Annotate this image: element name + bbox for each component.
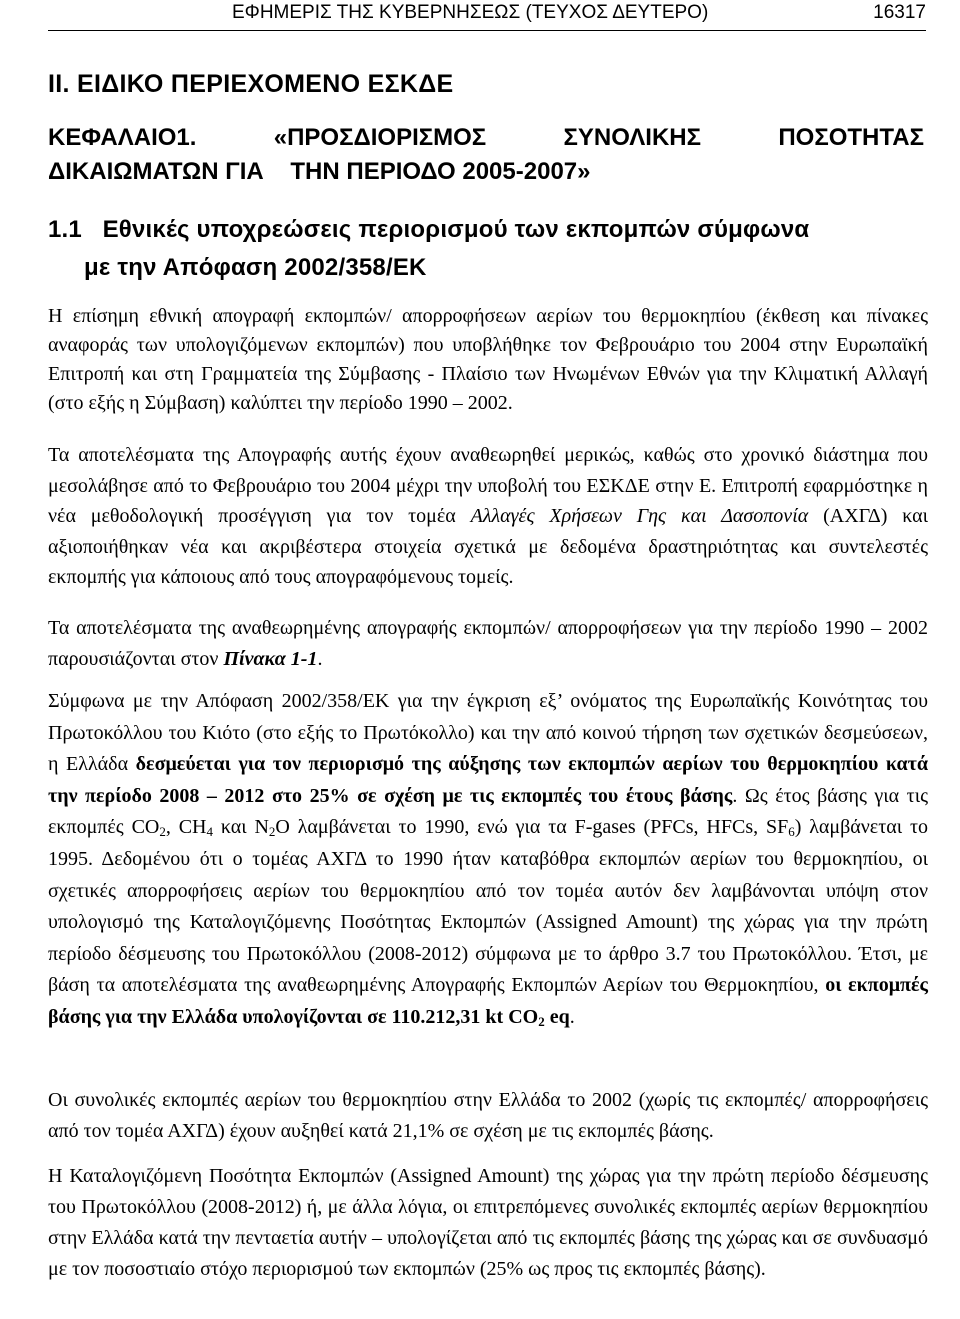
paragraph-3-text-a: Τα αποτελέσματα της αναθεωρημένης απογραφής εκπομπών/ απορροφήσεων για την περίοδο 1990 – 2002 παρουσιάζονται στον — [48, 617, 928, 670]
paragraph-4-sub-co2: 2 — [159, 824, 166, 840]
section-title: ΙΙ. ΕΙΔΙΚΟ ΠΕΡΙΕΧΟΜΕΝΟ ΕΣΚΔΕ — [48, 70, 454, 98]
paragraph-5: Οι συνολικές εκπομπές αερίων του θερμοκηπίου στην Ελλάδα το 2002 (χωρίς τις εκπομπές/ απορροφήσεις από τον τομέα ΑΧΓΔ) έχουν αυξηθεί κατά 21,1% σε σχέση με τις εκπομπές βάσης. — [48, 1089, 928, 1142]
paragraph-4-sub-n2o: 2 — [268, 824, 276, 840]
paragraph-6: Η Καταλογιζόμενη Ποσότητα Εκπομπών (Assigned Amount) της χώρας για την πρώτη περίοδο δέσμευσης του Πρωτοκόλλου (2008-2012) ή, με άλλα λόγια, οι επιτρεπόμενες συνολικές εκπομπές αερίων θερμοκηπίου στην Ελλάδα κατά την πενταετία αυτήν – υπολογίζεται από τις εκπομπές βάσης της χώρας και σε συνδυασμό με τον ποσοστιαίο στόχο περιορισμού των εκπομπών (25% ως προς τις εκπομπές βάσης). — [48, 1165, 928, 1280]
paragraph-4-text-b: . Ως έτος βάσης για τις εκπομπές CO — [48, 784, 928, 839]
header-title: ΕΦΗΜΕΡΙΣ ΤΗΣ ΚΥΒΕΡΝΗΣΕΩΣ (ΤΕΥΧΟΣ ΔΕΥΤΕΡΟ) — [232, 2, 709, 23]
chapter-word-2: «ΠΡΟΣΔΙΟΡΙΣΜΟΣ — [273, 124, 487, 151]
paragraph-3 — [48, 613, 928, 675]
paragraph-4 — [48, 686, 928, 1034]
paragraph-4-text-a: Σύμφωνα με την Απόφαση 2002/358/ΕΚ για την έγκριση εξ’ ονόματος της Ευρωπαϊκής Κοινότητας του Πρωτοκόλλου του Κιότο (στο εξής το Πρωτόκολλο) και την από κοινού τήρηση των σχετικών δεσμεύσεων, η Ελλάδα — [48, 690, 928, 776]
paragraph-1: Η επίσημη εθνική απογραφή εκπομπών/ απορροφήσεων αερίων του θερμοκηπίου (έκθεση και πίνακες αναφοράς των υπολογιζόμενων εκπομπών) που υποβλήθηκε τον Φεβρουάριο του 2004 στην Ευρωπαϊκή Επιτροπή και στη Γραμματεία της Σύμβασης - Πλαίσιο των Ηνωμένων Εθνών για την Κλιματική Αλλαγή (στο εξής η Σύμβαση) καλύπτει την περίοδο 1990 – 2002. — [48, 305, 928, 414]
paragraph-3-text-b: . — [317, 648, 323, 670]
paragraph-2-text-b: (ΑΧΓΔ) και αξιοποιήθηκαν νέα και ακριβέστερα στοιχεία σχετικά με δεδομένα δραστηριότητας και συντελεστές εκπομπής για κάποιους από τους απογραφόμενους τομείς. — [48, 505, 929, 588]
chapter-title-line-1 — [48, 124, 924, 152]
paragraph-4-bold-eq: eq — [544, 1005, 570, 1028]
paragraph-4-sub-ch4: 4 — [206, 824, 213, 840]
paragraph-2-italic: Αλλαγές Χρήσεων Γης και Δασοπονία — [470, 505, 809, 527]
paragraph-4-bold-sub: 2 — [538, 1013, 545, 1029]
paragraph-2 — [48, 440, 928, 593]
chapter-word-1: ΚΕΦΑΛΑΙΟ1. — [48, 124, 197, 151]
paragraph-4-text-d: και N — [213, 816, 269, 839]
paragraph-4-text-c: , CH — [165, 816, 207, 839]
paragraph-4-bold-text: οι εκπομπές βάσης για την Ελλάδα υπολογίζονται σε 110.212,31 kt CO — [48, 974, 928, 1028]
chapter-word-3: ΣΥΝΟΛΙΚΗΣ — [563, 124, 702, 151]
chapter-title-line-2: ΔΙΚΑΙΩΜΑΤΩΝ ΓΙΑ ΤΗΝ ΠΕΡΙΟΔΟ 2005-2007» — [48, 158, 591, 185]
paragraph-2-text-a: Τα αποτελέσματα της Απογραφής αυτής έχουν αναθεωρηθεί μερικώς, καθώς στο χρονικό διάστημα που μεσολάβησε από το Φεβρουάριο του 2004 μέχρι την υποβολή του ΕΣΚΔΕ στην Ε. Επιτροπή εφαρμόστηκε η νέα μεθοδολογική προσέγγιση για τον τομέα — [48, 444, 928, 527]
chapter-word-4: ΠΟΣΟΤΗΤΑΣ — [778, 124, 924, 151]
subsection-title-line-1: 1.1 Εθνικές υποχρεώσεις περιορισμού των εκπομπών σύμφωνα — [48, 216, 810, 243]
running-header — [48, 0, 926, 31]
paragraph-4-sub-sf6: 6 — [788, 824, 795, 840]
table-reference: Πίνακα 1-1 — [223, 648, 318, 670]
paragraph-4-text-f: ) λαμβάνεται το 1995. Δεδομένου ότι ο τομέας ΑΧΓΔ το 1990 ήταν καταβόθρα εκπομπών αερίων του θερμοκηπίου, οι σχετικές απορροφήσεις αερίων του θερμοκηπίου από τον τομέα αυτόν δεν λαμβάνονται υπόψη στον υπολογισμό της Καταλογιζόμενης Ποσότητας Εκπομπών (Assigned Amount) της χώρας για την πρώτη περίοδο δέσμευσης του Πρωτοκόλλου (2008-2012) σύμφωνα με το άρθρο 3.7 του Πρωτοκόλλου. Έτσι, με βάση τα αποτελέσματα της αναθεωρημένης Απογραφής Εκπομπών Αερίων του Θερμοκηπίου, — [48, 816, 928, 997]
paragraph-4-text-g: . — [569, 1005, 575, 1028]
paragraph-4-bold-commitment: δεσμεύεται για τον περιορισμό της αύξησης των εκπομπών αερίων του θερμοκηπίου κατά την περίοδο 2008 – 2012 στο 25% σε σχέση με τις εκπομπές του έτους βάσης — [48, 753, 929, 807]
paragraph-4-text-e: O λαμβάνεται το 1990, ενώ για τα F-gases (PFCs, HFCs, SF — [275, 816, 789, 839]
subsection-title-line-2: με την Απόφαση 2002/358/ΕΚ — [84, 254, 427, 281]
header-page-number: 16317 — [873, 2, 926, 23]
